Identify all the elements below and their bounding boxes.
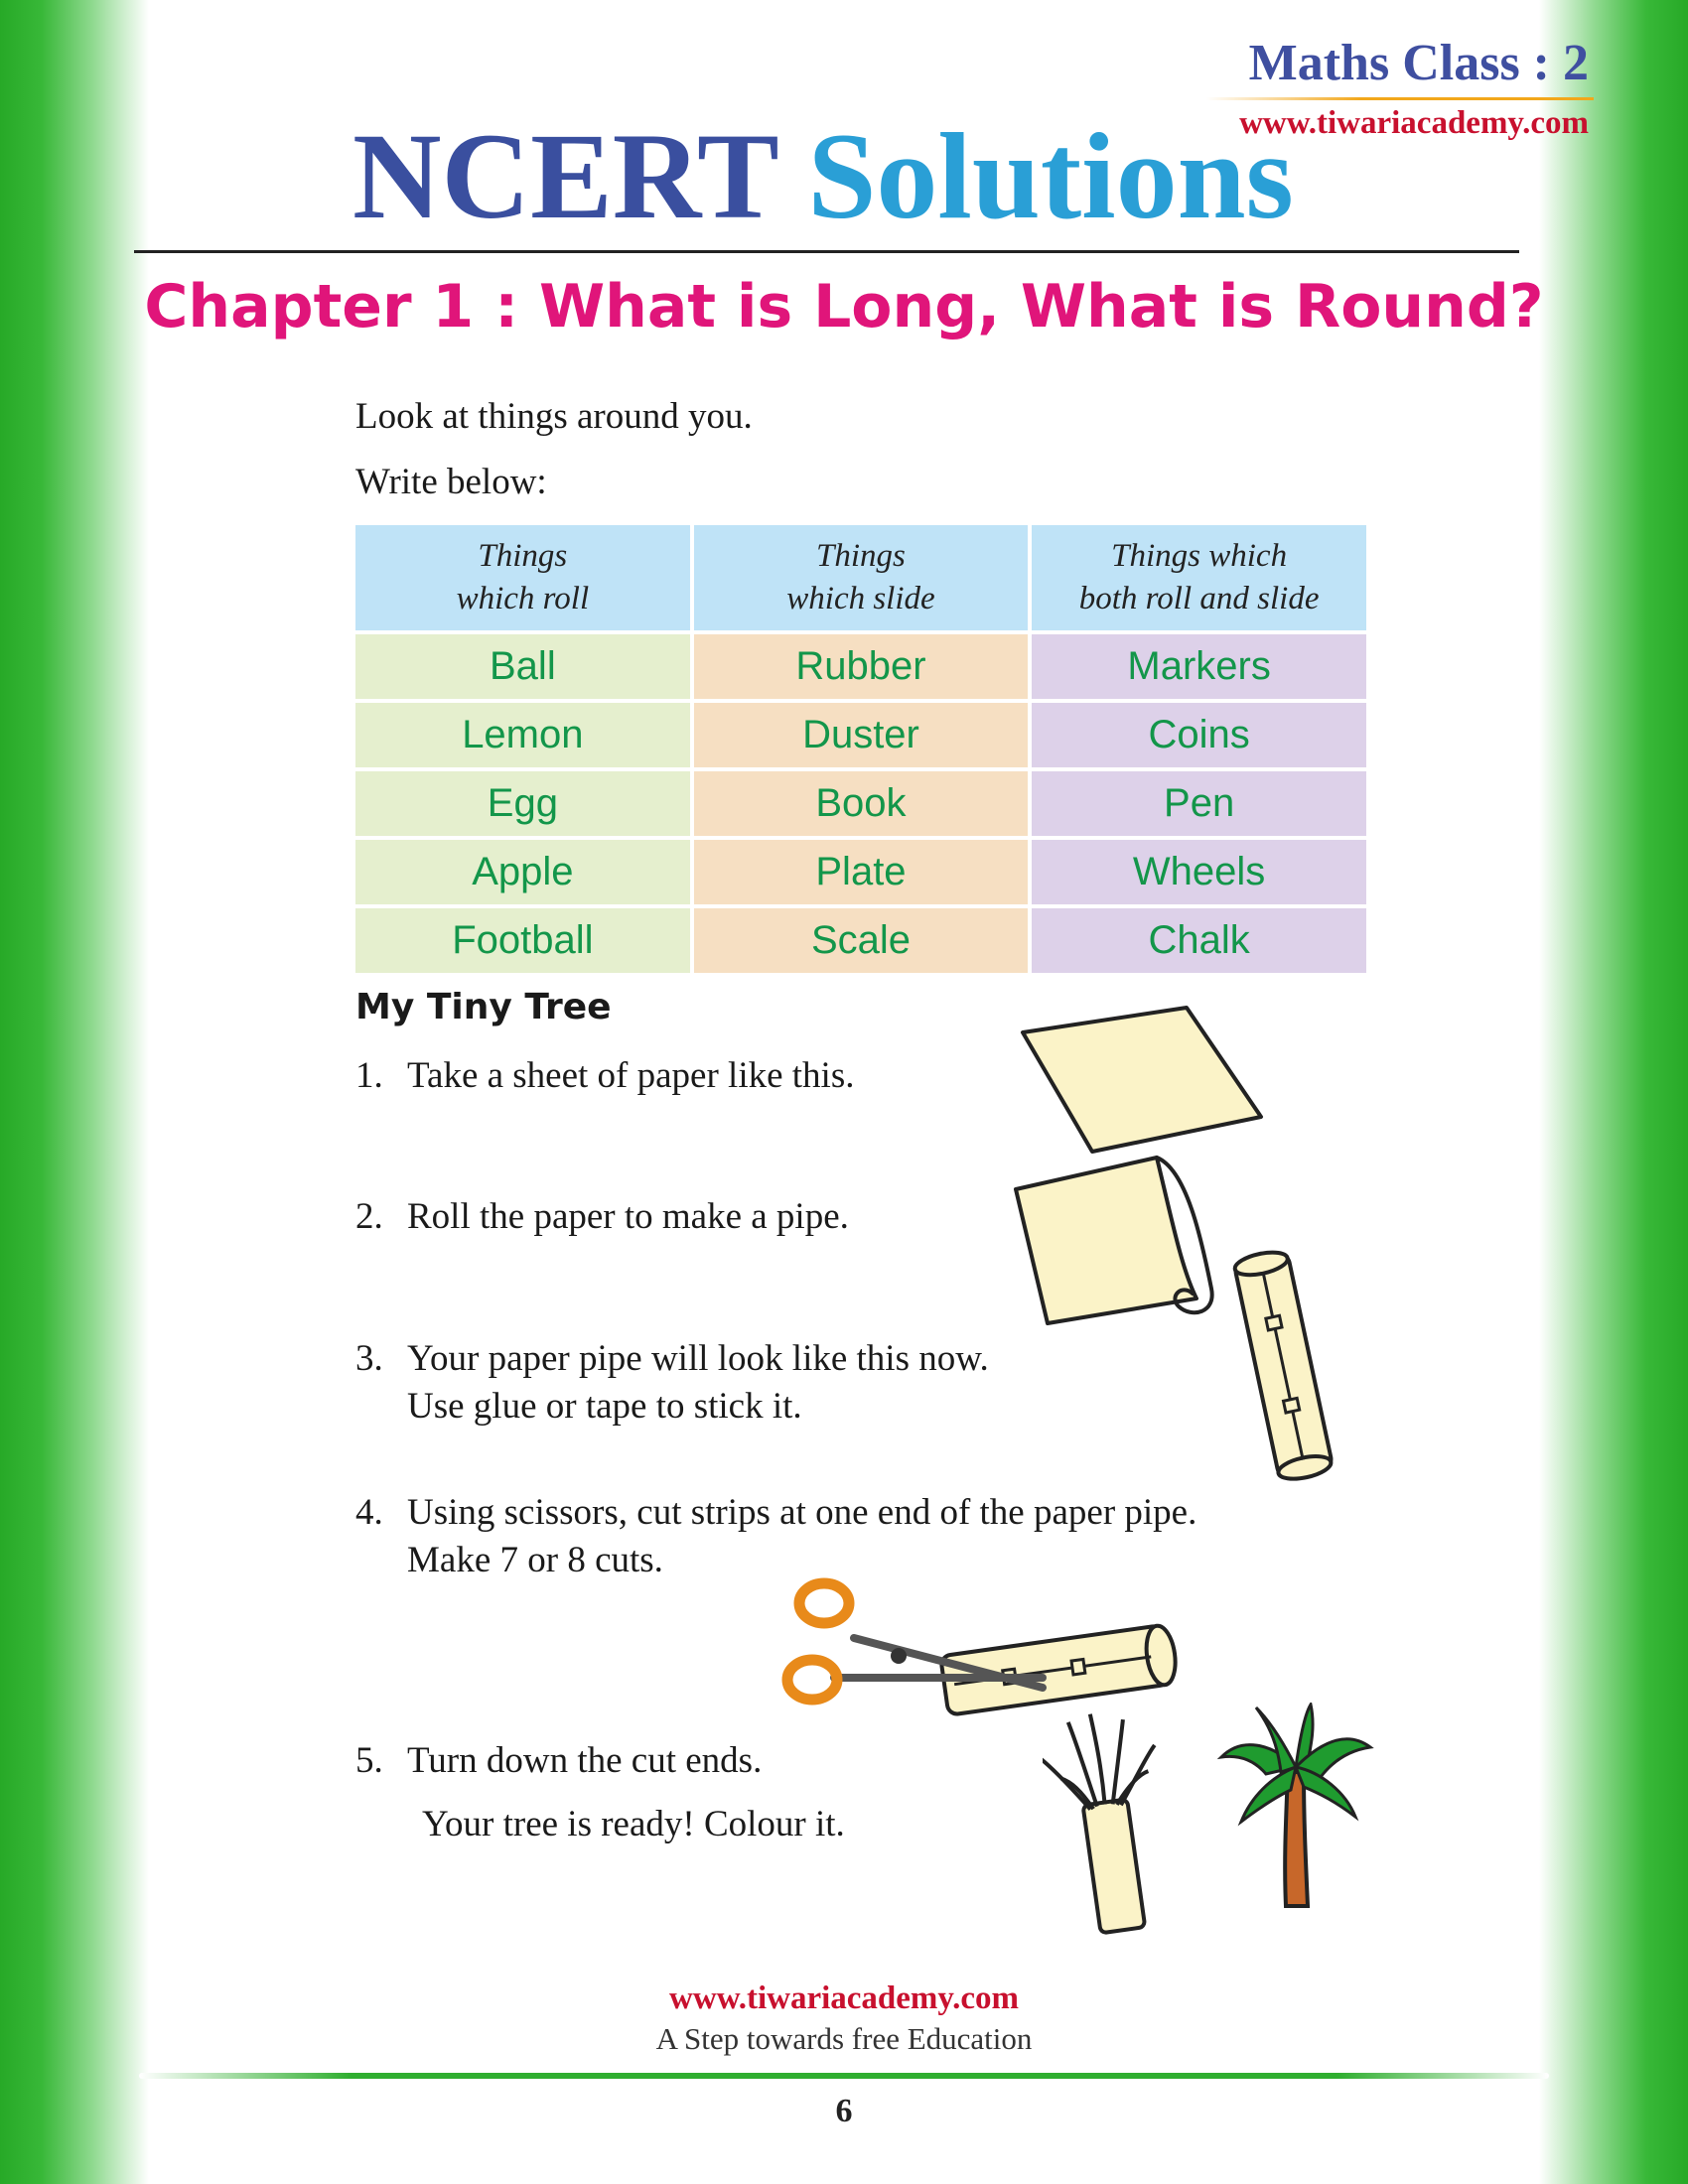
table-cell: Ball <box>355 634 690 699</box>
table-cell: Apple <box>355 840 690 904</box>
paper-sheet-illustration <box>1013 1003 1271 1161</box>
title-divider <box>134 250 1519 253</box>
page-number: 6 <box>835 2093 853 2129</box>
activity-title: My Tiny Tree <box>355 987 612 1027</box>
step-text: Roll the paper to make a pipe. <box>407 1196 849 1237</box>
paper-pipe-illustration <box>1226 1241 1345 1489</box>
table-cell: Plate <box>694 840 1029 904</box>
table-cell: Egg <box>355 771 690 836</box>
page-title <box>352 108 1294 244</box>
step-number: 3. <box>355 1338 383 1379</box>
step-text: Take a sheet of paper like this. <box>407 1055 855 1096</box>
footer-green-rule <box>139 2073 1549 2079</box>
table-cell: Scale <box>694 908 1029 973</box>
table-cell: Lemon <box>355 703 690 767</box>
table-cell: Coins <box>1032 703 1366 767</box>
step-number: 2. <box>355 1196 383 1237</box>
header-things-which-roll: Things which roll <box>355 525 690 630</box>
class-label: Maths Class : 2 <box>1248 35 1589 91</box>
table-cell: Rubber <box>694 634 1029 699</box>
right-green-border <box>1539 0 1688 2184</box>
table-cell: Wheels <box>1032 840 1366 904</box>
paper-roll-illustration <box>1008 1150 1226 1333</box>
table-cell: Pen <box>1032 771 1366 836</box>
table-cell: Markers <box>1032 634 1366 699</box>
footer-website-link[interactable]: www.tiwariacademy.com <box>669 1980 1019 2016</box>
header-orange-rule <box>1206 97 1594 100</box>
table-header-row <box>355 525 1366 630</box>
table-row <box>355 840 1366 904</box>
step-text: Use glue or tape to stick it. <box>407 1386 802 1427</box>
closing-line: Your tree is ready! Colour it. <box>422 1804 845 1844</box>
step-number: 4. <box>355 1492 383 1533</box>
step-text: Make 7 or 8 cuts. <box>407 1540 663 1580</box>
header-things-which-slide: Things which slide <box>694 525 1029 630</box>
title-word-solutions: Solutions <box>807 108 1294 244</box>
step-number: 1. <box>355 1055 383 1096</box>
step-3 <box>355 1335 989 1431</box>
table-cell: Football <box>355 908 690 973</box>
roll-slide-table <box>352 521 1370 977</box>
table-cell: Chalk <box>1032 908 1366 973</box>
table-cell: Duster <box>694 703 1029 767</box>
cut-pipe-tree-illustration <box>1043 1707 1182 1936</box>
left-green-border <box>0 0 149 2184</box>
table-row <box>355 908 1366 973</box>
header-website-link[interactable]: www.tiwariacademy.com <box>1239 105 1589 141</box>
table-row <box>355 703 1366 767</box>
step-text: Turn down the cut ends. <box>407 1740 763 1781</box>
intro-line-2: Write below: <box>355 462 547 502</box>
step-text: Your paper pipe will look like this now. <box>407 1338 989 1379</box>
table-row <box>355 634 1366 699</box>
step-text: Using scissors, cut strips at one end of the paper pipe. <box>407 1492 1197 1533</box>
intro-line-1: Look at things around you. <box>355 396 753 437</box>
step-number: 5. <box>355 1740 383 1781</box>
step-1 <box>355 1052 855 1100</box>
chapter-heading: Chapter 1 : What is Long, What is Round? <box>144 272 1544 341</box>
step-2 <box>355 1193 849 1241</box>
table-row <box>355 771 1366 836</box>
step-5 <box>355 1737 762 1785</box>
title-word-ncert: NCERT <box>352 108 777 244</box>
header-things-roll-and-slide: Things which both roll and slide <box>1032 525 1366 630</box>
palm-tree-illustration <box>1216 1703 1375 1911</box>
footer-tagline: A Step towards free Education <box>655 2021 1033 2056</box>
table-cell: Book <box>694 771 1029 836</box>
